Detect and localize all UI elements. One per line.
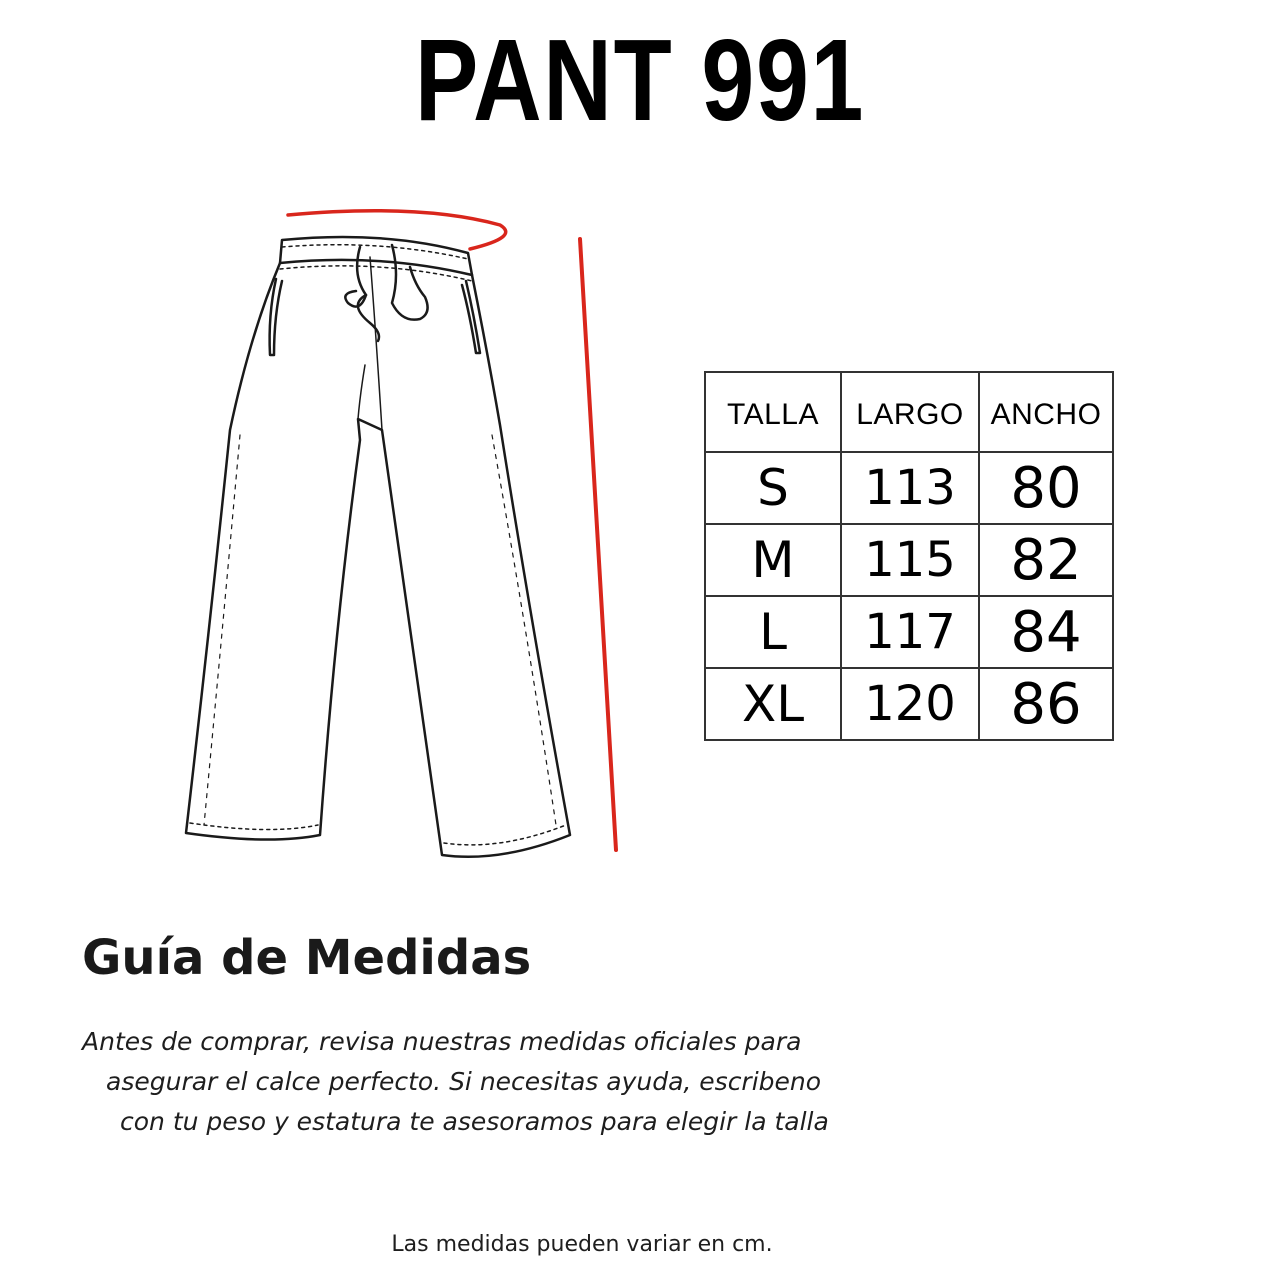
- table-row: [705, 524, 1113, 596]
- table-row: [705, 668, 1113, 740]
- ancho-cell: 80: [979, 452, 1113, 524]
- size-cell: L: [705, 596, 841, 668]
- length-marker: [580, 239, 616, 850]
- size-cell: XL: [705, 668, 841, 740]
- largo-cell: 115: [841, 524, 979, 596]
- table-header-row: [705, 372, 1113, 452]
- guide-line: Antes de comprar, revisa nuestras medidas oficiales para: [82, 1027, 802, 1056]
- ancho-cell: 82: [979, 524, 1113, 596]
- ancho-cell: 86: [979, 668, 1113, 740]
- waist-marker: [288, 211, 506, 249]
- header-ancho: ANCHO: [979, 372, 1113, 452]
- guide-line: asegurar el calce perfecto. Si necesitas ayuda, escribeno: [106, 1067, 822, 1096]
- header-talla: TALLA: [705, 372, 841, 452]
- guide-description: [82, 1022, 852, 1142]
- pants-icon: [186, 237, 570, 857]
- guide-title: Guía de Medidas: [82, 930, 532, 986]
- table-row: [705, 596, 1113, 668]
- page-title: PANT 991: [414, 15, 866, 145]
- largo-cell: 113: [841, 452, 979, 524]
- header-largo: LARGO: [841, 372, 979, 452]
- table-row: [705, 452, 1113, 524]
- guide-line: con tu peso y estatura te asesoramos para elegir la talla: [120, 1107, 829, 1136]
- largo-cell: 117: [841, 596, 979, 668]
- pants-illustration: [170, 195, 650, 875]
- largo-cell: 120: [841, 668, 979, 740]
- footer-note: Las medidas pueden variar en cm.: [391, 1232, 773, 1257]
- ancho-cell: 84: [979, 596, 1113, 668]
- size-table: [704, 371, 1114, 741]
- size-cell: S: [705, 452, 841, 524]
- size-cell: M: [705, 524, 841, 596]
